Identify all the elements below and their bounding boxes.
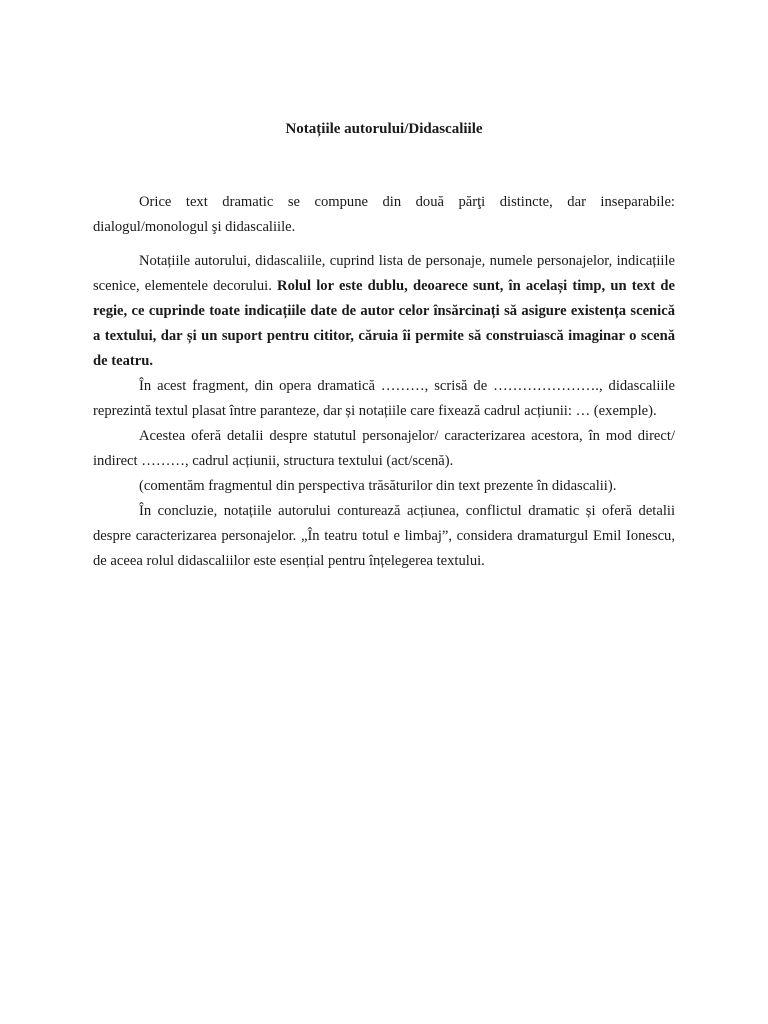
paragraph-comment: (comentăm fragmentul din perspectiva trăsăturilor din text prezente în didascalii). [139,478,617,494]
paragraph-details: Acestea oferă detalii despre statutul personajelor/ caracterizarea acestora, în mod direct/ indirect ………, cadrul acțiunii, structura textului (act/scenă). [93,428,675,469]
paragraph-notations [93,249,675,374]
paragraph-notations-bold: Rolul lor este dublu, deoarece sunt, în același timp, un text de regie, ce cuprinde toate indicațiile date de autor celor însărcinați să asigure existența scenică a textului, dar și un suport pentru cititor, căruia îi permite să construiască imaginar o scenă de teatru. [93,278,675,369]
paragraph-intro: Orice text dramatic se compune din două părţi distincte, dar inseparabile: dialogul/monologul şi didascaliile. [93,194,675,235]
paragraph-fragment: În acest fragment, din opera dramatică ………, scrisă de …………………., didascaliile reprezintă textul plasat între paranteze, dar și notațiile care fixează cadrul acțiunii: … (exemple). [93,378,675,419]
paragraph-notations-normal: Notațiile autorului, didascaliile, cuprind lista de personaje, numele personajelor, indicațiile scenice, elementele decorului. [93,253,675,294]
document-title: Notațiile autorului/Didascaliile [285,121,483,137]
document-body [93,181,675,574]
paragraph-conclusion: În concluzie, notațiile autorului conturează acțiunea, conflictul dramatic și oferă detalii despre caracterizarea personajelor. „În teatru totul e limbaj”, considera dramaturgul Emil Ionescu, de aceea rolul didascaliilor este esențial pentru înțelegerea textului. [93,503,675,569]
